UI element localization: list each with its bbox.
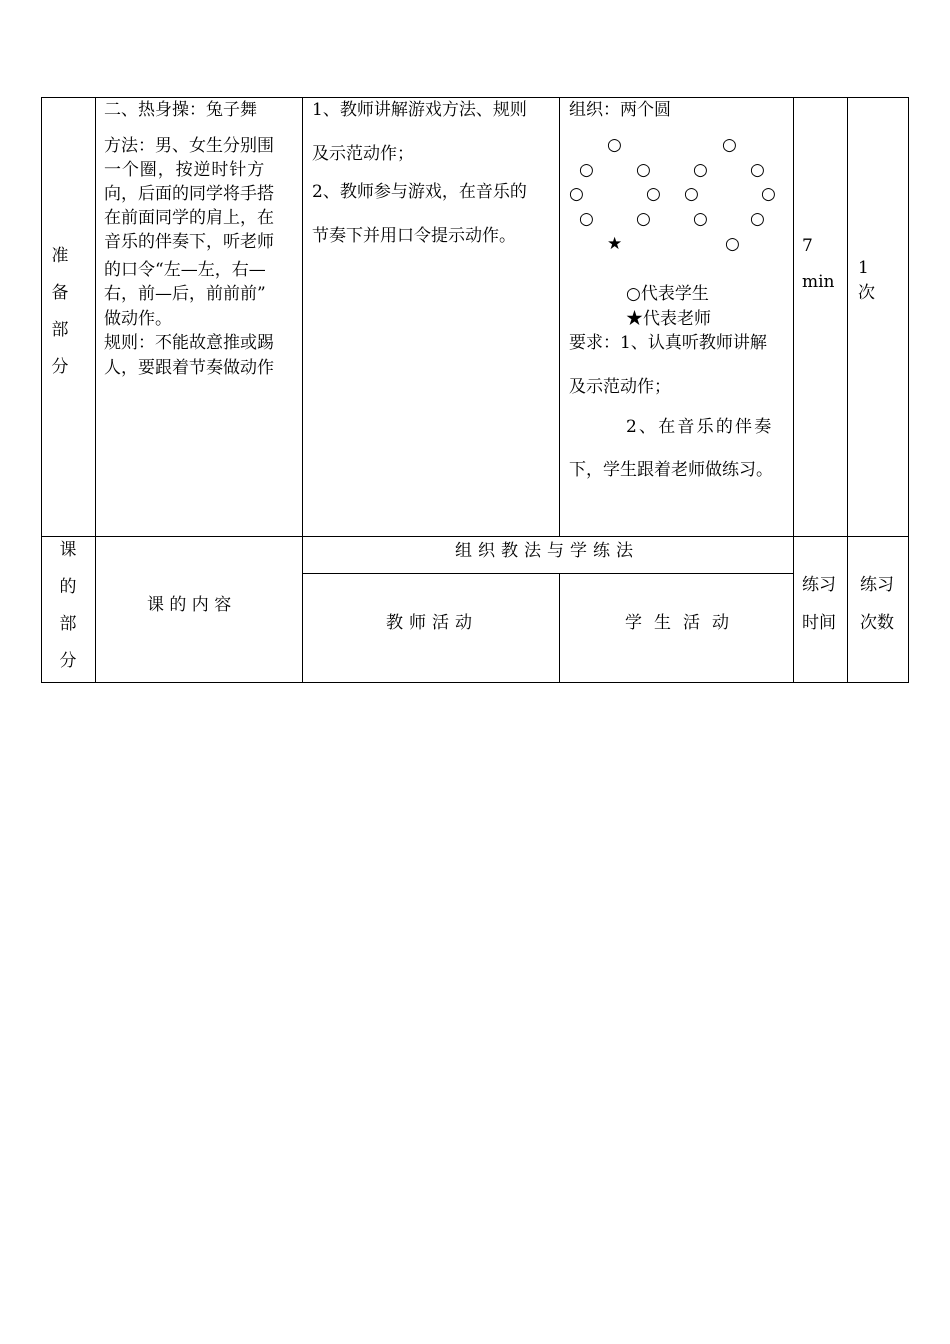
student-circle-icon: ○ xyxy=(607,135,622,155)
header-subdivider xyxy=(302,573,793,574)
student-circle-icon: ○ xyxy=(750,209,765,229)
section-char: 备 xyxy=(51,283,69,303)
header-time-line1: 练习 xyxy=(802,575,836,595)
teacher-line: 及示范动作； xyxy=(312,144,414,164)
header-teacher-activity: 教师活动 xyxy=(386,613,478,633)
header-section-char: 的 xyxy=(59,577,77,597)
requirement-line: 及示范动作； xyxy=(569,377,671,397)
header-count-line1: 练习 xyxy=(860,575,894,595)
table-border-right xyxy=(908,97,909,683)
student-circle-icon: ○ xyxy=(636,209,651,229)
content-line: 做动作。 xyxy=(104,309,172,329)
table-border-bottom xyxy=(41,682,909,683)
row-divider xyxy=(41,536,909,537)
content-line: 的口令“左—左，右— xyxy=(104,260,266,280)
legend-student: ○代表学生 xyxy=(626,284,709,304)
col-divider-1 xyxy=(95,97,96,683)
content-line: 一个圈，按逆时针方 xyxy=(104,160,266,180)
col-divider-5 xyxy=(847,97,848,683)
practice-count-value: 1 xyxy=(858,258,869,278)
practice-time-unit: min xyxy=(802,272,835,292)
student-circle-icon: ○ xyxy=(684,184,699,204)
practice-time-value: 7 xyxy=(802,236,813,256)
teacher-line: 2、教师参与游戏，在音乐的 xyxy=(312,182,527,202)
header-section-char: 课 xyxy=(59,540,77,560)
section-char: 部 xyxy=(51,320,69,340)
student-circle-icon: ○ xyxy=(693,209,708,229)
header-org-method: 组织教法与学练法 xyxy=(455,541,639,561)
requirement-line: 2、在音乐的伴奏 xyxy=(626,417,774,437)
col-divider-3-bottom xyxy=(559,573,560,683)
content-line: 方法：男、女生分别围 xyxy=(104,136,274,156)
content-line: 人，要跟着节奏做动作 xyxy=(104,358,274,378)
student-circle-icon: ○ xyxy=(636,160,651,180)
header-content: 课 的 内 容 xyxy=(147,595,232,615)
student-circle-icon: ○ xyxy=(579,160,594,180)
section-char: 分 xyxy=(51,357,69,377)
teacher-line: 1、教师讲解游戏方法、规则 xyxy=(312,100,527,120)
teacher-line: 节奏下并用口令提示动作。 xyxy=(312,226,516,246)
student-circle-icon: ○ xyxy=(693,160,708,180)
content-line: 在前面同学的肩上，在 xyxy=(104,208,274,228)
requirement-line: 要求：1、认真听教师讲解 xyxy=(569,333,767,353)
content-line: 规则：不能故意推或踢 xyxy=(104,333,274,353)
content-line: 向，后面的同学将手搭 xyxy=(104,184,274,204)
table-border-left xyxy=(41,97,42,683)
student-circle-icon: ○ xyxy=(646,184,661,204)
student-circle-icon: ○ xyxy=(761,184,776,204)
header-count-line2: 次数 xyxy=(860,613,894,633)
legend-teacher: ★代表老师 xyxy=(626,309,711,329)
header-section-char: 分 xyxy=(59,651,77,671)
content-line: 右，前—后，前前前” xyxy=(104,284,266,304)
student-circle-icon: ○ xyxy=(725,234,740,254)
col-divider-4 xyxy=(793,97,794,683)
student-circle-icon: ○ xyxy=(579,209,594,229)
content-line: 音乐的伴奏下，听老师 xyxy=(104,232,274,252)
header-time-line2: 时间 xyxy=(802,613,836,633)
student-circle-icon: ○ xyxy=(569,184,584,204)
warmup-title: 二、热身操：兔子舞 xyxy=(104,100,257,120)
student-circle-icon: ○ xyxy=(750,160,765,180)
col-divider-2 xyxy=(302,97,303,683)
section-char: 准 xyxy=(51,246,69,266)
teacher-star-icon: ★ xyxy=(607,234,623,254)
organization-title: 组织：两个圆 xyxy=(569,100,671,120)
practice-count-unit: 次 xyxy=(858,283,875,303)
header-section-char: 部 xyxy=(59,614,77,634)
header-student-activity: 学生活动 xyxy=(625,613,741,633)
requirement-line: 下，学生跟着老师做练习。 xyxy=(569,460,773,480)
col-divider-3-top xyxy=(559,97,560,537)
student-circle-icon: ○ xyxy=(722,135,737,155)
